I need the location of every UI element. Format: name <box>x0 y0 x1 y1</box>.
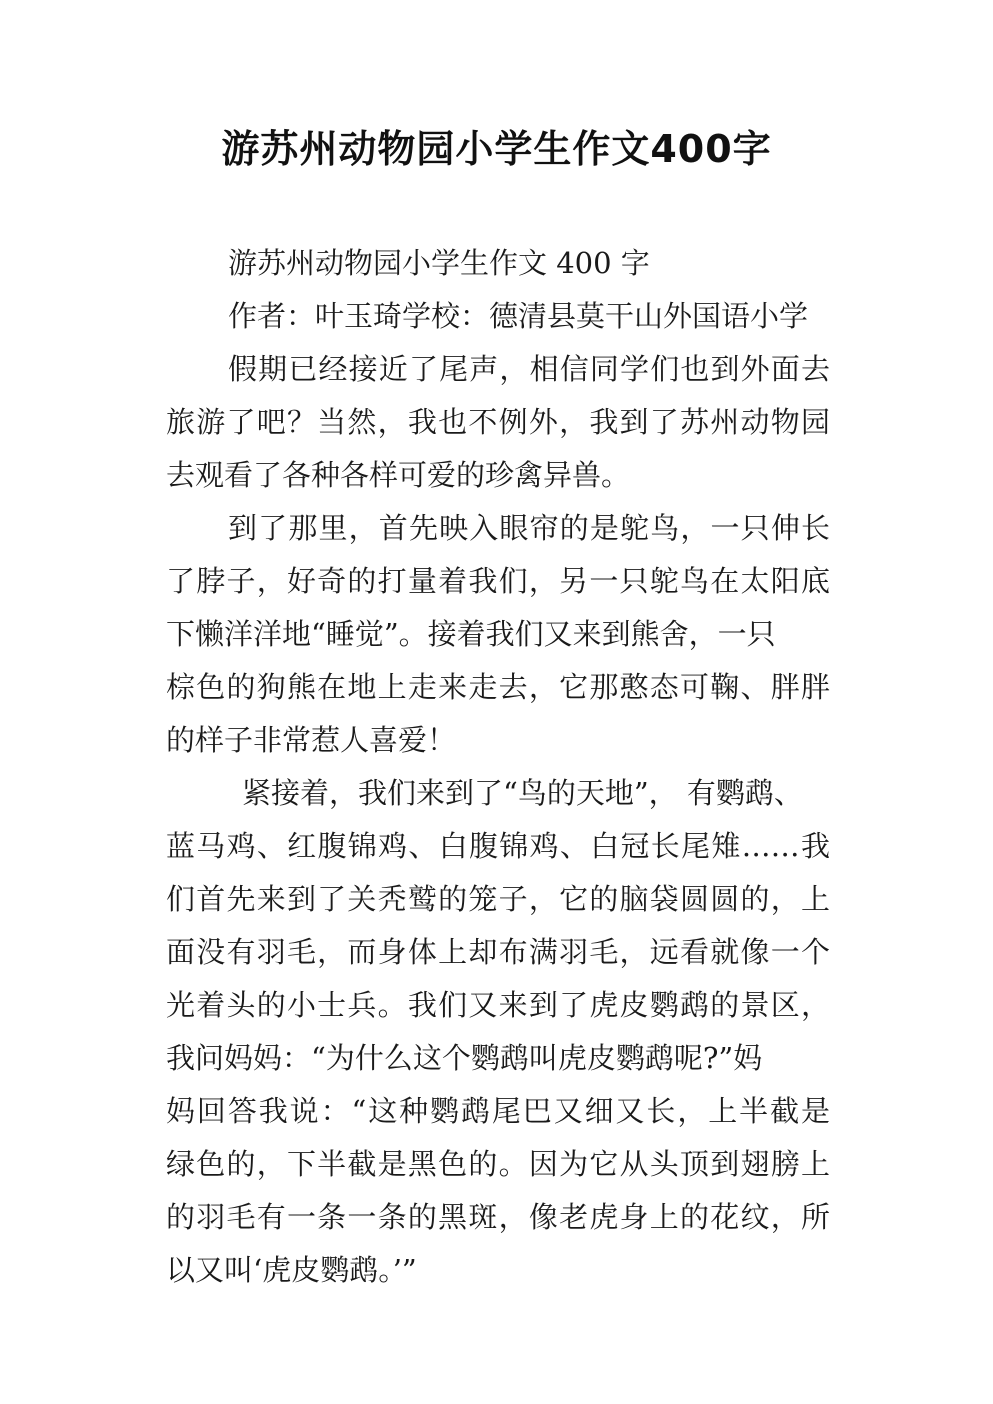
text-line: 蓝马鸡、红腹锦鸡、白腹锦鸡、白冠长尾雉……我 <box>166 829 830 863</box>
document-body <box>166 237 830 1297</box>
text-line: 下懒洋洋地“睡觉”。接着我们又来到熊舍，一只 <box>166 617 776 651</box>
text-line: 光着头的小士兵。我们又来到了虎皮鹦鹉的景区， <box>166 988 830 1022</box>
text-line: 去观看了各种各样可爱的珍禽异兽。 <box>166 458 631 492</box>
text-line: 旅游了吧？当然，我也不例外，我到了苏州动物园 <box>166 405 830 439</box>
document-title: 游苏州动物园小学生作文400字 <box>221 127 772 171</box>
text-line: 棕色的狗熊在地上走来走去，它那憨态可鞠、胖胖 <box>166 670 830 704</box>
text-line-author: 作者：叶玉琦学校：德清县莫干山外国语小学 <box>228 299 809 333</box>
text-line: 到了那里，首先映入眼帘的是鸵鸟，一只伸长 <box>228 511 830 545</box>
text-line: 了脖子，好奇的打量着我们，另一只鸵鸟在太阳底 <box>166 564 830 598</box>
text-line: 们首先来到了关秃鹫的笼子，它的脑袋圆圆的，上 <box>166 882 830 916</box>
text-line: 我问妈妈：“为什么这个鹦鹉叫虎皮鹦鹉呢?”妈 <box>166 1041 763 1075</box>
text-line: 假期已经接近了尾声，相信同学们也到外面去 <box>228 352 830 386</box>
text-line-subtitle: 游苏州动物园小学生作文 400 字 <box>228 246 650 280</box>
text-line: 绿色的，下半截是黑色的。因为它从头顶到翅膀上 <box>166 1147 830 1181</box>
text-line: 的羽毛有一条一条的黑斑，像老虎身上的花纹，所 <box>166 1200 830 1234</box>
text-line: 面没有羽毛，而身体上却布满羽毛，远看就像一个 <box>166 935 830 969</box>
text-line: 妈回答我说：“这种鹦鹉尾巴又细又长，上半截是 <box>166 1094 830 1128</box>
text-line: 的样子非常惹人喜爱！ <box>166 723 457 757</box>
text-line: 紧接着，我们来到了“鸟的天地”， 有鹦鹉、 <box>242 776 803 810</box>
text-line: 以又叫‘虎皮鹦鹉。’” <box>166 1253 417 1287</box>
